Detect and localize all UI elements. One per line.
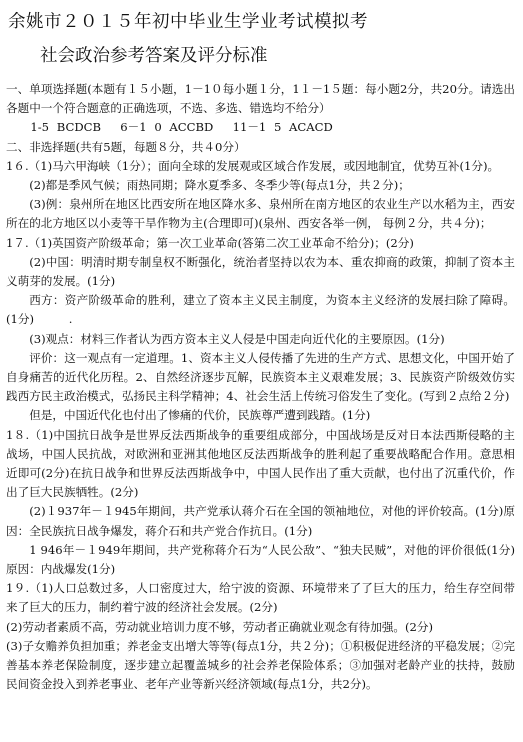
document-subtitle: 社会政治参考答案及评分标准	[40, 46, 268, 66]
q17-part1: 1７.（1)英国资产阶级革命；第一次工业革命(答第二次工业革命不给分)；(2分)	[6, 235, 414, 250]
section1-heading: 一、单项选择题(本题有１５小题，1－1０每小题１分，1１－1５题：每小题2分，共20分。请选出各题中一个符合题意的正确选项，不选、多选、错选均不给分）	[6, 82, 515, 116]
q16-part2: (2)都是季风气候；雨热同期；降水夏季多、冬季少等(每点1分，共２分)；	[29, 178, 410, 193]
section1-answers: 1-5 BCDCB 6－1 0 ACCBD 11－1 5 ACACD	[30, 120, 333, 135]
q18-part2-b: 1 946年－１949年期间，共产党称蒋介石为“人民公敌”、“独夫民贼”，对他的评价很低(1分)原因：内战爆发(1分)	[6, 542, 515, 577]
document-body	[6, 80, 515, 695]
q18-part1: 1８.（1)中国抗日战争是世界反法西斯战争的重要组成部分，中国战场是反对日本法西斯侵略的主战场，中国人民抗战，对欧洲和亚洲其他地区反法西斯战争的胜利起了重要战略配合作用。意思相近即可(2分)在抗日战争和世界反法西斯战争中，中国人民作出了重大贡献，也付出了沉重代价，作出了巨大民族牺牲。(2分)	[6, 427, 515, 500]
q19-part3: (3)子女赡养负担加重；养老金支出增大等等(每点1分，共２分)；①积极促进经济的平稳发展；②完善基本养老保险制度，逐步建立起覆盖城乡的社会养老保险体系；③加强对老龄产业的扶持，鼓励民间资金投入到养老事业、老年产业等新兴经济领域(每点1分，共2分)。	[6, 638, 515, 692]
q17-part3-view: (3)观点：材料三作者认为西方资本主义人侵是中国走向近代化的主要原因。(1分)	[29, 331, 445, 346]
q16-part3: (3)例：泉州所在地区比西安所在地区降水多、泉州所在南方地区的农业生产以水稻为主，西安所在的北方地区以小麦等干旱作物为主(合理即可)(泉州、西安各举一例， 每例２分，共４分)；	[6, 197, 515, 231]
q17-part2-china: (2)中国：明清时期专制皇权不断强化，统治者坚持以农为本、重农抑商的政策，抑制了资本主义萌芽的发展。(1分)	[6, 254, 515, 289]
q16-part1: 1６.（1)马六甲海峡（1分）；面向全球的发展观或区域合作发展，或因地制宜，优势互补(1分)。	[6, 158, 500, 173]
section2-heading: 二、非选择题(共有5题，每题８分，共４0分）	[6, 139, 246, 154]
q17-part3-evaluation: 评价：这一观点有一定道理。1、资本主义人侵传播了先进的生产方式、思想文化，中国开始了自身痛苦的近代化历程。2、自然经济逐步瓦解，民族资本主义艰难发展；3、民族资产阶级效仿实践西方民主政治模式，弘扬民主科学精神；4、社会生活上传统习俗发生了变化。(写到２点给２分)	[6, 350, 515, 404]
q17-part2-west: 西方：资产阶级革命的胜利，建立了资本主义民主制度，为资本主义经济的发展扫除了障碍。(1分) .	[6, 293, 515, 327]
q18-part2-a: (2)１937年－１945年期间，共产党承认蒋介石在全国的领袖地位，对他的评价较高。(1分)原因：全民族抗日战争爆发，蒋介石和共产党合作抗日。(1分)	[6, 504, 515, 538]
q19-part2: (2)劳动者素质不高，劳动就业培训力度不够，劳动者正确就业观念有待加强。(2分)	[6, 619, 434, 634]
q17-part3-however: 但是，中国近代化也付出了惨痛的代价，民族尊严遭到践踏。(1分)	[29, 408, 371, 423]
document-title: 余姚市２０１５年初中毕业生学业考试模拟考	[8, 12, 368, 32]
q19-part1: 1９.（1)人口总数过多，人口密度过大，给宁波的资源、环境带来了了巨大的压力，给生存空间带来了巨大的压力，制约着宁波的经济社会发展。(2分)	[6, 581, 515, 615]
